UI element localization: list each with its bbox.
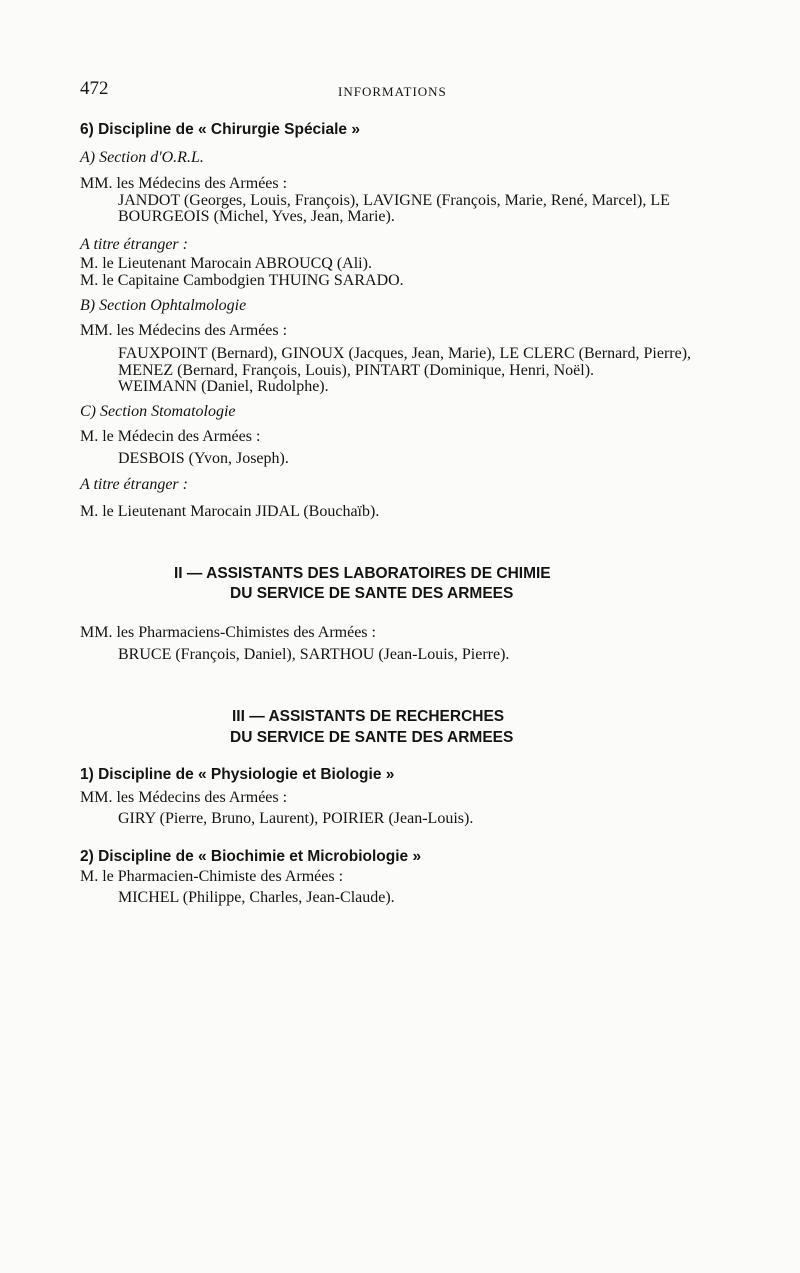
name-list-line: MENEZ (Bernard, François, Louis), PINTART (Dominique, Henri, Noël).	[118, 362, 595, 379]
name-list-line: DESBOIS (Yvon, Joseph).	[118, 450, 289, 467]
section-intro: MM. les Pharmaciens-Chimistes des Armées :	[80, 624, 376, 641]
discipline-title: 2) Discipline de « Biochimie et Microbiologie »	[80, 848, 422, 865]
section-intro: M. le Médecin des Armées :	[80, 428, 261, 445]
name-list-line: FAUXPOINT (Bernard), GINOUX (Jacques, Jean, Marie), LE CLERC (Bernard, Pierre),	[118, 345, 692, 362]
running-title: INFORMATIONS	[338, 84, 447, 99]
foreign-entry: M. le Lieutenant Marocain ABROUCQ (Ali).	[80, 255, 372, 272]
part-heading: II — ASSISTANTS DES LABORATOIRES DE CHIMIE	[174, 565, 551, 582]
name-list-line: MICHEL (Philippe, Charles, Jean-Claude).	[118, 889, 395, 906]
page-number: 472	[80, 78, 109, 99]
part-heading: DU SERVICE DE SANTE DES ARMEES	[230, 585, 514, 602]
section-intro: MM. les Médecins des Armées :	[80, 789, 288, 806]
name-list-line: BOURGEOIS (Michel, Yves, Jean, Marie).	[118, 208, 395, 225]
part-heading: III — ASSISTANTS DE RECHERCHES	[232, 708, 505, 725]
foreign-entry: M. le Lieutenant Marocain JIDAL (Bouchaïb).	[80, 503, 380, 520]
name-list-line: GIRY (Pierre, Bruno, Laurent), POIRIER (Jean-Louis).	[118, 810, 474, 827]
section-intro: M. le Pharmacien-Chimiste des Armées :	[80, 868, 344, 885]
part-heading: DU SERVICE DE SANTE DES ARMEES	[230, 729, 514, 746]
name-list-line: WEIMANN (Daniel, Rudolphe).	[118, 378, 329, 395]
section-intro: MM. les Médecins des Armées :	[80, 322, 288, 339]
section-title: A) Section d'O.R.L.	[80, 149, 204, 166]
name-list-line: JANDOT (Georges, Louis, François), LAVIGNE (François, Marie, René, Marcel), LE	[118, 192, 670, 209]
foreign-heading: A titre étranger :	[80, 476, 188, 493]
foreign-entry: M. le Capitaine Cambodgien THUING SARADO.	[80, 272, 404, 289]
section-title: B) Section Ophtalmologie	[80, 297, 247, 314]
foreign-heading: A titre étranger :	[80, 236, 188, 253]
name-list-line: BRUCE (François, Daniel), SARTHOU (Jean-Louis, Pierre).	[118, 646, 510, 663]
discipline-title: 1) Discipline de « Physiologie et Biologie »	[80, 766, 395, 783]
section-intro: MM. les Médecins des Armées :	[80, 175, 288, 192]
section-title: C) Section Stomatologie	[80, 403, 236, 420]
discipline-title: 6) Discipline de « Chirurgie Spéciale »	[80, 121, 360, 138]
